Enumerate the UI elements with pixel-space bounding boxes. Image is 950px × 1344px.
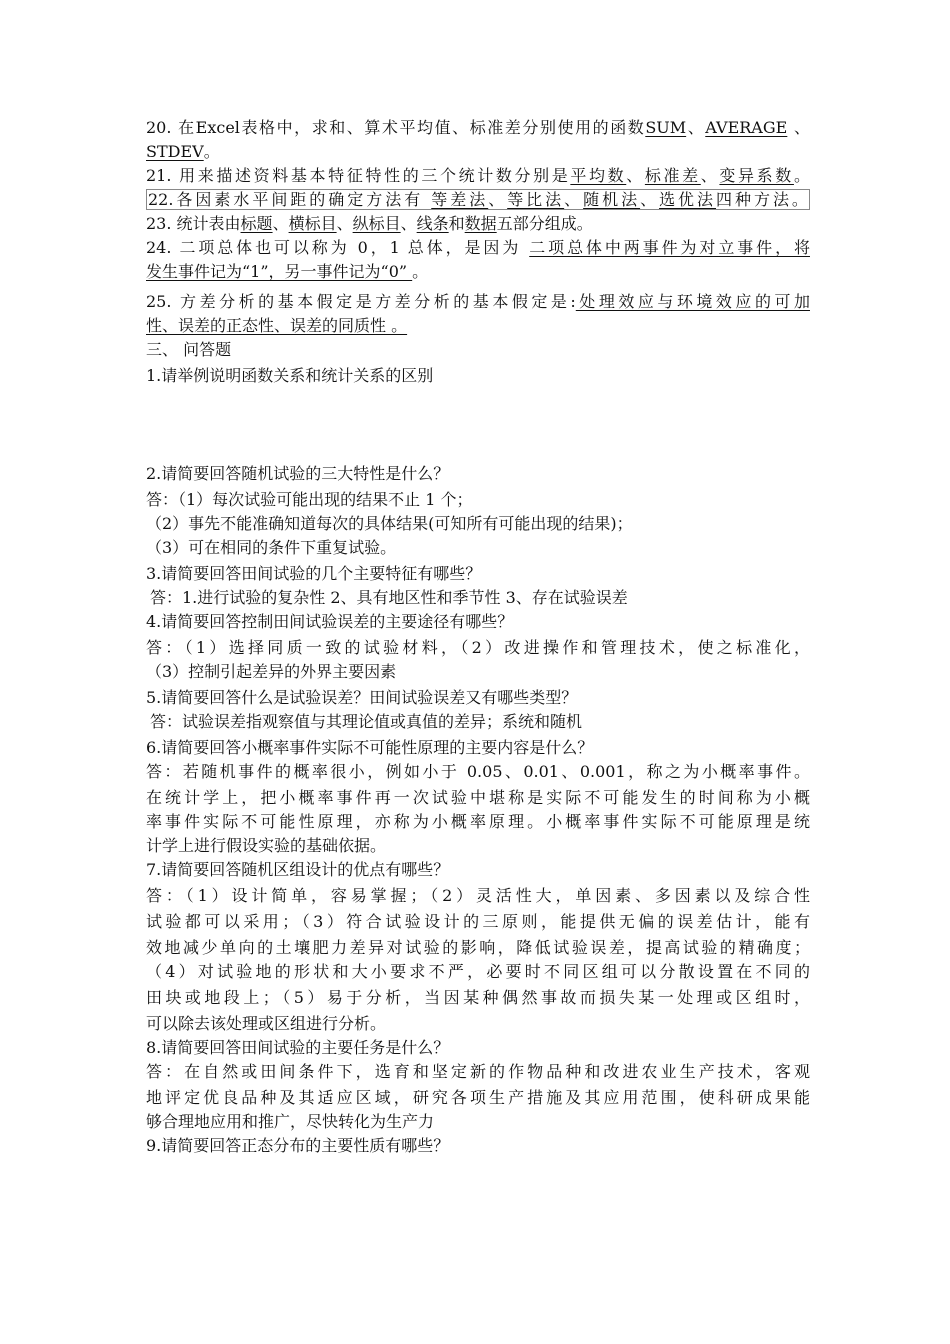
qa-q7-answer-5: 田块或地段上；（5）易于分析，当因某种偶然事故而损失某一处理或区组时，	[146, 988, 810, 1007]
qa-q7-answer-2: 试验都可以采用；（3）符合试验设计的三原则，能提供无偏的误差估计，能有	[146, 912, 810, 931]
qa-q7: 7.请简要回答随机区组设计的优点有哪些？	[146, 860, 450, 879]
q25-text: 25. 方差分析的基本假定是方差分析的基本假定是:	[146, 292, 576, 311]
qa-q7-answer-6: 可以除去该处理或区组进行分析。	[146, 1014, 387, 1033]
q21-answer-1: 平均数	[570, 166, 627, 185]
q20-answer-sum: SUM	[645, 118, 687, 137]
qa-q5: 5.请简要回答什么是试验误差？田间试验误差又有哪些类型？	[146, 688, 578, 707]
fill-q22	[146, 188, 810, 212]
fill-q25-line1	[146, 290, 810, 314]
qa-q8-answer-3: 够合理地应用和推广，尽快转化为生产力	[146, 1112, 435, 1131]
qa-q7-answer-4: （4）对试验地的形状和大小要求不严，必要时不同区组可以分散设置在不同的	[146, 962, 810, 981]
q23-sep1: 、	[272, 214, 289, 233]
q24-answer-part2: 发生事件记为“1”，另一事件记为“0”	[146, 262, 413, 281]
qa-q6-answer-1: 答：若随机事件的概率很小，例如小于 0.05、0.01、0.001，称之为小概率事件。	[146, 762, 810, 781]
qa-q2-answer-2: （2）事先不能准确知道每次的具体结果(可知所有可能出现的结果)；	[146, 514, 633, 533]
q22-answer-3: 随机法	[583, 190, 641, 209]
q21-end: 。	[793, 166, 810, 185]
qa-q6-answer-3: 率事件实际不可能性原理，亦称为小概率原理。小概率事件实际不可能原理是统	[146, 812, 810, 831]
q23-answer-5: 数据	[464, 214, 497, 233]
q22-sep3: 、	[640, 190, 660, 209]
qa-q4-answer-1: 答：（1）选择同质一致的试验材料，（2）改进操作和管理技术，使之标准化，	[146, 638, 810, 657]
fill-q24-line1	[146, 236, 810, 260]
qa-q2-answer-1: 答：（1）每次试验可能出现的结果不止 1 个；	[146, 490, 473, 509]
q20-answer-stdev: STDEV	[146, 142, 204, 161]
qa-q8-answer-1: 答：在自然或田间条件下，选育和坚定新的作物品种和改进农业生产技术，客观	[146, 1062, 810, 1081]
fill-q20-line1	[146, 116, 810, 140]
q24-text: 24. 二项总体也可以称为 0，1 总体，是因为	[146, 238, 530, 257]
q20-answer-average: AVERAGE	[705, 118, 788, 137]
qa-q2-answer-3: （3）可在相同的条件下重复试验。	[146, 538, 397, 557]
qa-q7-answer-1: 答：（1）设计简单，容易掌握；（2）灵活性大，单因素、多因素以及综合性	[146, 886, 810, 905]
q20-sep: 、	[686, 118, 706, 137]
q22-sep2: 、	[564, 190, 584, 209]
q23-mid: 和	[448, 214, 465, 233]
qa-q8: 8.请简要回答田间试验的主要任务是什么？	[146, 1038, 450, 1057]
q24-answer-part1: 二项总体中两事件为对立事件，将	[529, 238, 810, 257]
q22-text: 22.各因素水平间距的确定方法有	[148, 190, 432, 209]
qa-q4: 4.请简要回答控制田间试验误差的主要途径有哪些？	[146, 612, 514, 631]
fill-q24-line2	[146, 260, 810, 284]
fill-q21	[146, 164, 810, 188]
q23-sep2: 、	[336, 214, 353, 233]
q21-answer-2: 标准差	[644, 166, 701, 185]
q20-end: 。	[203, 142, 220, 161]
qa-q4-answer-2: （3）控制引起差异的外界主要因素	[146, 662, 397, 681]
q21-sep1: 、	[626, 166, 645, 185]
qa-q6: 6.请简要回答小概率事件实际不可能性原理的主要内容是什么？	[146, 738, 594, 757]
q23-end: 五部分组成。	[496, 214, 593, 233]
q22-end: 四种方法。	[716, 190, 808, 209]
q22-answer-2: 等比法	[507, 190, 565, 209]
fill-q25-line2	[146, 314, 810, 338]
qa-q3: 3.请简要回答田间试验的几个主要特征有哪些？	[146, 564, 482, 583]
section-title: 三、 问答题	[146, 340, 232, 359]
q20-tail: 、	[787, 118, 810, 137]
q25-answer-part2: 性、误差的正态性、误差的同质性 。	[146, 316, 408, 335]
qa-q5-answer: 答：试验误差指观察值与其理论值或真值的差异；系统和随机	[150, 712, 583, 731]
qa-q2: 2.请简要回答随机试验的三大特性是什么？	[146, 464, 450, 483]
q21-answer-3: 变异系数	[719, 166, 794, 185]
qa-q1: 1.请举例说明函数关系和统计关系的区别	[146, 366, 434, 385]
qa-q9: 9.请简要回答正态分布的主要性质有哪些？	[146, 1136, 450, 1155]
qa-q6-answer-2: 在统计学上，把小概率事件再一次试验中堪称是实际不可能发生的时间称为小概	[146, 788, 810, 807]
q23-sep3: 、	[400, 214, 417, 233]
q23-answer-3: 纵标目	[352, 214, 401, 233]
q22-answer-1: 等差法	[431, 190, 489, 209]
q23-answer-4: 线条	[416, 214, 449, 233]
qa-q3-answer: 答：1.进行试验的复杂性 2、具有地区性和季节性 3、存在试验误差	[150, 588, 628, 607]
q22-sep1: 、	[488, 190, 508, 209]
qa-q6-answer-4: 计学上进行假设实验的基础依据。	[146, 836, 387, 855]
q21-sep2: 、	[700, 166, 720, 185]
q25-answer-part1: 处理效应与环境效应的可加	[575, 292, 810, 311]
q23-answer-2: 横标目	[288, 214, 337, 233]
fill-q20-line2	[146, 140, 810, 164]
qa-q7-answer-3: 效地减少单向的土壤肥力差异对试验的影响，降低试验误差，提高试验的精确度；	[146, 938, 810, 957]
q23-answer-1: 标题	[240, 214, 273, 233]
q23-text: 23. 统计表由	[146, 214, 241, 233]
q21-text: 21. 用来描述资料基本特征特性的三个统计数分别是	[146, 166, 571, 185]
fill-q23	[146, 212, 810, 236]
q24-end: 。	[412, 262, 429, 281]
q22-answer-4: 选优法	[659, 190, 717, 209]
q22-box	[146, 189, 810, 210]
qa-q8-answer-2: 地评定优良品种及其适应区域，研究各项生产措施及其应用范围，使科研成果能	[146, 1088, 810, 1107]
q20-text: 20. 在Excel表格中，求和、算术平均值、标准差分别使用的函数	[146, 118, 646, 137]
